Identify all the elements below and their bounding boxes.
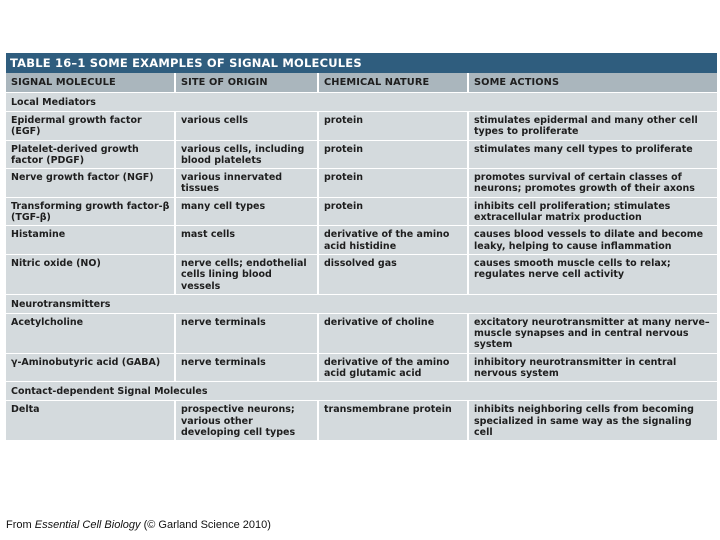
header-site-of-origin: SITE OF ORIGIN [175, 73, 318, 93]
citation-prefix: From [6, 519, 32, 531]
header-signal-molecule: SIGNAL MOLECULE [6, 73, 175, 93]
cell-actions: inhibitory neurotransmitter in central nervous system [468, 353, 717, 382]
citation-copyright: (© Garland Science 2010) [143, 519, 271, 531]
signal-molecules-table [6, 53, 717, 441]
cell-actions: stimulates epidermal and many other cell types to proliferate [468, 112, 717, 141]
cell-origin: various cells [175, 112, 318, 141]
table-row [6, 169, 717, 198]
cell-actions: inhibits neighboring cells from becoming specialized in same way as the signaling cell [468, 401, 717, 441]
section-label: Neurotransmitters [6, 294, 717, 313]
header-row [6, 73, 717, 93]
cell-molecule: γ-Aminobutyric acid (GABA) [6, 353, 175, 382]
cell-origin: various cells, including blood platelets [175, 140, 318, 169]
source-citation [6, 519, 271, 531]
header-chemical-nature: CHEMICAL NATURE [318, 73, 468, 93]
cell-actions: stimulates many cell types to proliferate [468, 140, 717, 169]
section-label: Local Mediators [6, 93, 717, 112]
table-row [6, 254, 717, 294]
cell-actions: causes blood vessels to dilate and become leaky, helping to cause inflammation [468, 226, 717, 255]
cell-nature: derivative of the amino acid glutamic acid [318, 353, 468, 382]
section-row-neurotransmitters [6, 294, 717, 313]
cell-molecule: Histamine [6, 226, 175, 255]
cell-molecule: Nerve growth factor (NGF) [6, 169, 175, 198]
cell-molecule: Epidermal growth factor (EGF) [6, 112, 175, 141]
table-grid [6, 73, 717, 441]
cell-origin: many cell types [175, 197, 318, 226]
cell-origin: nerve cells; endothelial cells lining blood vessels [175, 254, 318, 294]
table-row [6, 313, 717, 353]
cell-origin: mast cells [175, 226, 318, 255]
cell-actions: promotes survival of certain classes of neurons; promotes growth of their axons [468, 169, 717, 198]
cell-actions: excitatory neurotransmitter at many nerve–muscle synapses and in central nervous system [468, 313, 717, 353]
cell-nature: protein [318, 112, 468, 141]
cell-nature: derivative of choline [318, 313, 468, 353]
table-row [6, 140, 717, 169]
cell-molecule: Acetylcholine [6, 313, 175, 353]
table-row [6, 353, 717, 382]
table-title: TABLE 16–1 SOME EXAMPLES OF SIGNAL MOLECULES [6, 53, 717, 73]
table-row [6, 197, 717, 226]
cell-nature: protein [318, 140, 468, 169]
cell-origin: various innervated tissues [175, 169, 318, 198]
citation-book-title: Essential Cell Biology [34, 519, 141, 531]
cell-molecule: Delta [6, 401, 175, 441]
cell-molecule: Nitric oxide (NO) [6, 254, 175, 294]
cell-origin: nerve terminals [175, 313, 318, 353]
table-row [6, 112, 717, 141]
header-some-actions: SOME ACTIONS [468, 73, 717, 93]
cell-nature: derivative of the amino acid histidine [318, 226, 468, 255]
cell-actions: inhibits cell proliferation; stimulates extracellular matrix production [468, 197, 717, 226]
cell-origin: prospective neurons; various other developing cell types [175, 401, 318, 441]
cell-nature: dissolved gas [318, 254, 468, 294]
section-label: Contact-dependent Signal Molecules [6, 382, 717, 401]
cell-molecule: Transforming growth factor-β (TGF-β) [6, 197, 175, 226]
cell-origin: nerve terminals [175, 353, 318, 382]
section-row-local-mediators [6, 93, 717, 112]
cell-nature: protein [318, 197, 468, 226]
section-row-contact-dependent [6, 382, 717, 401]
cell-actions: causes smooth muscle cells to relax; regulates nerve cell activity [468, 254, 717, 294]
cell-nature: transmembrane protein [318, 401, 468, 441]
cell-molecule: Platelet-derived growth factor (PDGF) [6, 140, 175, 169]
table-row [6, 401, 717, 441]
table-row [6, 226, 717, 255]
cell-nature: protein [318, 169, 468, 198]
